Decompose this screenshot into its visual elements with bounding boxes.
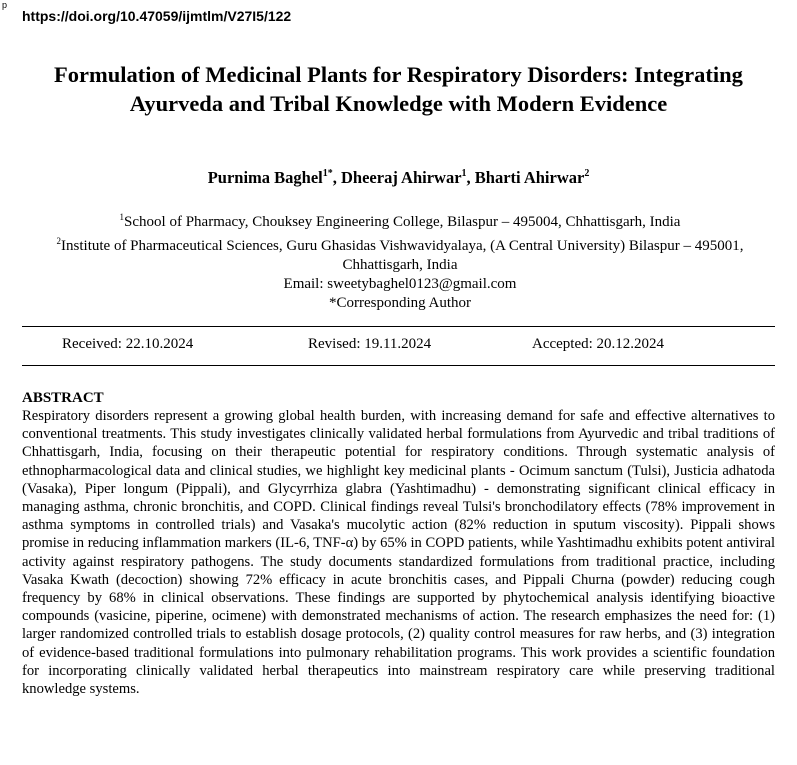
- accepted-date: Accepted: 20.12.2024: [532, 336, 665, 352]
- author-name: Dheeraj Ahirwar: [341, 168, 462, 187]
- affiliation-mark: 2: [56, 236, 62, 246]
- author-affiliation-mark: 2: [584, 167, 590, 179]
- top-divider: [22, 326, 775, 327]
- received-date: Received: 22.10.2024: [62, 336, 194, 352]
- affiliation-mark: 1: [119, 212, 125, 222]
- author-name: Bharti Ahirwar: [474, 168, 585, 187]
- paper-title: Formulation of Medicinal Plants for Respiratory Disorders: Integrating Ayurveda and Tribal Knowledge with Modern Evidence: [54, 62, 743, 116]
- author-affiliation-mark: 1: [461, 167, 467, 179]
- affiliations: [40, 208, 760, 313]
- affiliation-line: [40, 208, 760, 232]
- doi-link[interactable]: https://doi.org/10.47059/ijmtlm/V27I5/122: [22, 8, 292, 24]
- revised-date: Revised: 19.11.2024: [308, 336, 432, 352]
- author-separator: ,: [332, 168, 341, 187]
- corresponding-author-note: *Corresponding Author: [328, 295, 472, 311]
- abstract-body: Respiratory disorders represent a growing global health burden, with increasing demand for safe and effective alternatives to conventional treatments. This study investigates clinically validated herbal formulations from Ayurvedic and tribal traditions of Chhattisgarh, India, focusing on their therapeutic potential for respiratory conditions. Through systematic analysis of ethnopharmacological data and clinical studies, we highlight key medicinal plants - Ocimum sanctum (Tulsi), Justicia adhatoda (Vasaka), Piper longum (Pippali), and Glycyrrhiza glabra (Yashtimadhu) - demonstrating significant clinical efficacy in managing asthma, chronic bronchitis, and COPD. Clinical findings reveal Tulsi's bronchodilatory effects (78% improvement in asthma symptoms in controlled trials) and Vasaka's mucolytic action (82% reduction in sputum viscosity). Pippali shows promise in reducing inflammation markers (IL-6, TNF-α) by 65% in COPD patients, while Yashtimadhu exhibits potent antiviral activity against respiratory pathogens. The study documents standardized formulations from traditional practice, including Vasaka Kwath (decoction) showing 72% efficacy in acute bronchitis cases, and Pippali Churna (powder) reducing cough frequency by 68% in clinical observations. These findings are supported by phytochemical analysis identifying bioactive compounds (vasicine, piperine, ocimene) with demonstrated mechanisms of action. The research emphasizes the need for: (1) larger randomized controlled trials to establish dosage protocols, (2) quality control measures for raw herbs, and (3) integration of evidence-based traditional formulations into pulmonary rehabilitation programs. This work provides a scientific foundation for incorporating clinically validated herbal therapeutics into mainstream respiratory care while preserving traditional knowledge systems.: [22, 408, 775, 698]
- author-name: Purnima Baghel: [207, 168, 323, 187]
- author-affiliation-mark: 1*: [322, 167, 333, 179]
- email[interactable]: Email: sweetybaghel0123@gmail.com: [283, 276, 517, 292]
- corner-mark: p: [2, 0, 8, 10]
- affiliation-text: School of Pharmacy, Chouksey Engineering College, Bilaspur – 495004, Chhattisgarh, India: [124, 214, 681, 230]
- author-list: [0, 168, 797, 188]
- abstract-heading: ABSTRACT: [22, 390, 104, 406]
- author-separator: ,: [466, 168, 475, 187]
- affiliation-text: Institute of Pharmaceutical Sciences, Guru Ghasidas Vishwavidyalaya, (A Central University) Bilaspur – 495001, Chhattisgarh, India: [61, 238, 744, 273]
- bottom-divider: [22, 365, 775, 366]
- affiliation-line: [40, 232, 760, 275]
